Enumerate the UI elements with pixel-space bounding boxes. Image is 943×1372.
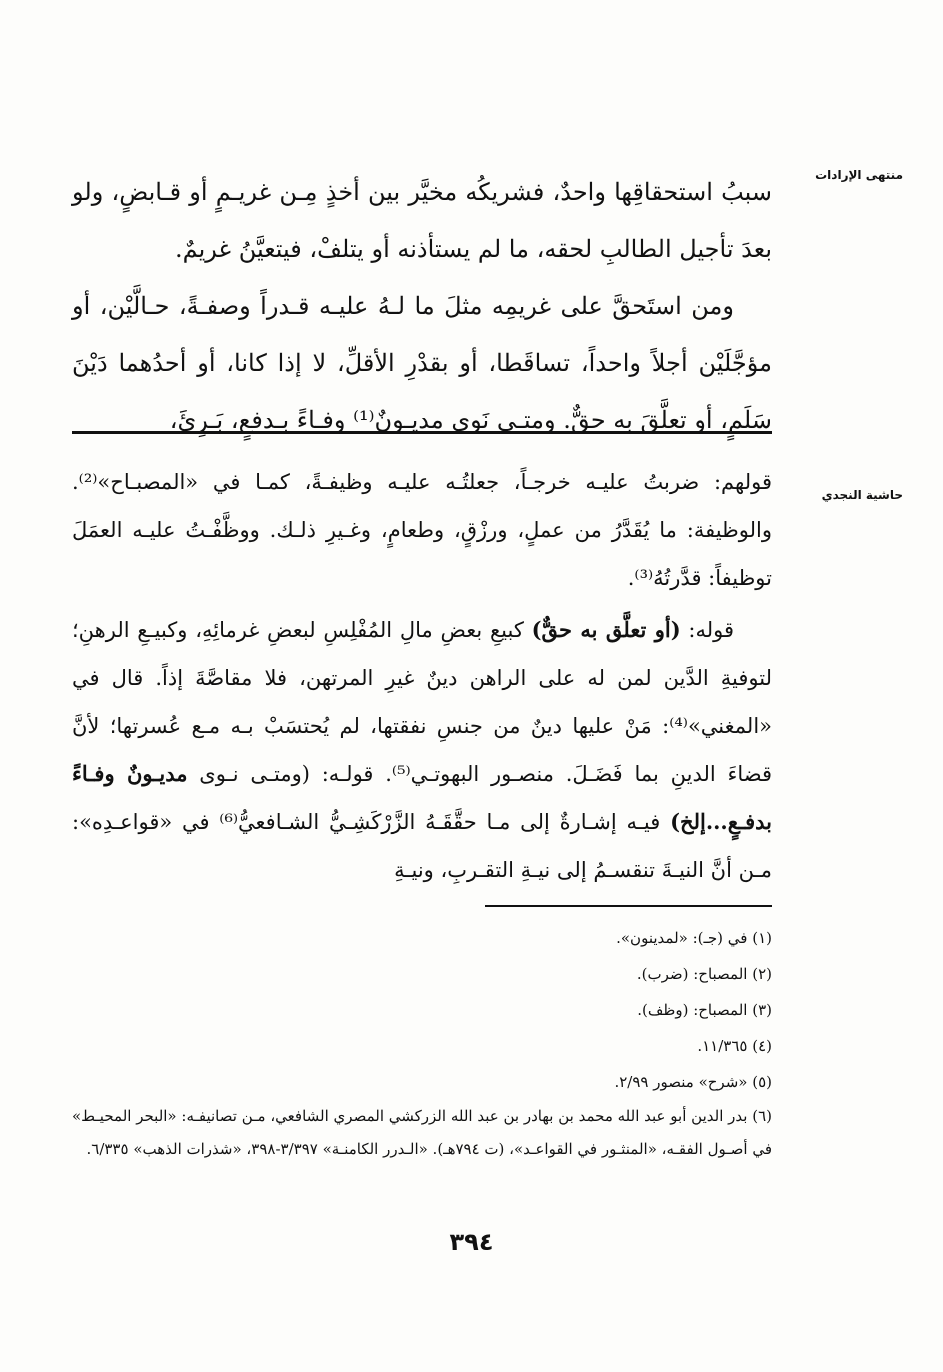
hashiya-paragraph-1: قولهم: ضربتُ عليـه خرجـاً، جعلتُـه عليـه وظيفـةً، كمـا في «المصبـاح»⁽²⁾. والوظيفة: ما يُقَدَّرُ من عملٍ، ورزْقٍ، وطعامٍ، وغـيرِ ذلـك. ووظَّفْـتُ عليـه العمَلَ توظيفاً: قدَّرتُهُ⁽³⁾.: [72, 470, 772, 590]
matn-text: [72, 164, 772, 449]
matn-book-label: منتهى الإرادات: [815, 168, 903, 182]
hashiya-body-1: كبيعِ بعضِ مالِ المُفْلِسِ لبعضِ غرمائِهِ، وكبيـعِ الرهنِ؛ لتوفيةِ الدَّين لمن له على الراهن دينٌ غيرِ المرتهن، فلا مقاصَّةَ إذاً. قال في «المغني»⁽⁴⁾: مَنْ عليها دينٌ من جنسِ نفقتها، لم يُحتسَبْ بـه مـع عُسرتها؛ لأنَّ قضاءَ الدينِ بما فَضَـلَ. منصـور البهوتـي⁽⁵⁾. قولـه: (ومتـى نـوى: [72, 618, 772, 786]
hashiya-label: حاشية النجدي: [821, 488, 903, 502]
hashiya-ilkh: إلخ): [670, 809, 706, 834]
footnote-separator-rule: [485, 905, 772, 907]
matn-paragraph-2: ومن استَحقَّ على غريمِه مثلَ ما لـهُ عليـه قـدراً وصفـةً، حـالَّيْن، أو مؤجَّلَيْن أجلاً واحداً، تساقَطا، أو بقدْرِ الأقلِّ، لا إذا كانا، أو أحدُهما دَيْنَ سَلَمٍ، أو تعلَّقَ به حقٌّ. ومتـى نَوى مديـونٌ⁽¹⁾ وفـاءً بـدفعٍ، بَـرِئَ،: [72, 292, 772, 434]
hashiya-intro: قوله:: [680, 618, 735, 642]
footnotes: [72, 920, 772, 1166]
matn-separator-rule: [72, 431, 772, 434]
matn-paragraph-1: سببُ استحقاقِها واحدٌ، فشريكُه مخيَّر بين أخذٍ مِـن غريـمٍ أو قـابضٍ، ولو بعدَ تأجيل الطالبِ لحقه، ما لم يستأذنه أو يتلفْ، فيتعيَّنُ غريمٌ.: [72, 178, 772, 263]
footnote-4: (٤) ١١/٣٦٥.: [697, 1037, 772, 1055]
page-number: ٣٩٤: [449, 1228, 494, 1256]
footnote-3: (٣) المصباح: (وظف).: [637, 1001, 772, 1019]
footnote-1: (١) في (جـ): «لمدينون».: [616, 929, 772, 947]
hashiya-text: [72, 458, 772, 894]
hashiya-quote-2: مديـونٌ وفـاءً بدفـعٍ...: [72, 761, 772, 834]
hashiya-paragraph-2: [72, 606, 772, 894]
footnote-5: (٥) «شرح» منصور ٢/٩٩.: [614, 1073, 772, 1091]
footnote-6: (٦) بدر الدين أبو عبد الله محمد بن بهادر بن عبد الله الزركشي المصري الشافعي، مـن تصانيفـه: «البحر المحيـط» في أصـول الفقـه، «المنثـور في القواعـد»، (ت ٧٩٤هـ). «الـدرر الكامنـة» ٣/٣٩٧-٣٩٨، «شذرات الذهب» ٦/٣٣٥.: [72, 1107, 772, 1158]
hashiya-body-2: فيـه إشـارةٌ إلى مـا حقَّقَـهُ الزَّرْكَشِـيُّ الشـافعيُّ⁽⁶⁾ في «قواعـدِه»: مـن أنَّ النيـةَ تنقسـمُ إلى نيـةِ التقـربِ، ونيـةِ: [72, 810, 772, 882]
footnote-2: (٢) المصباح: (ضرب).: [636, 965, 772, 983]
hashiya-quote-1: (أو تعلَّق به حقٌّ): [531, 617, 681, 642]
